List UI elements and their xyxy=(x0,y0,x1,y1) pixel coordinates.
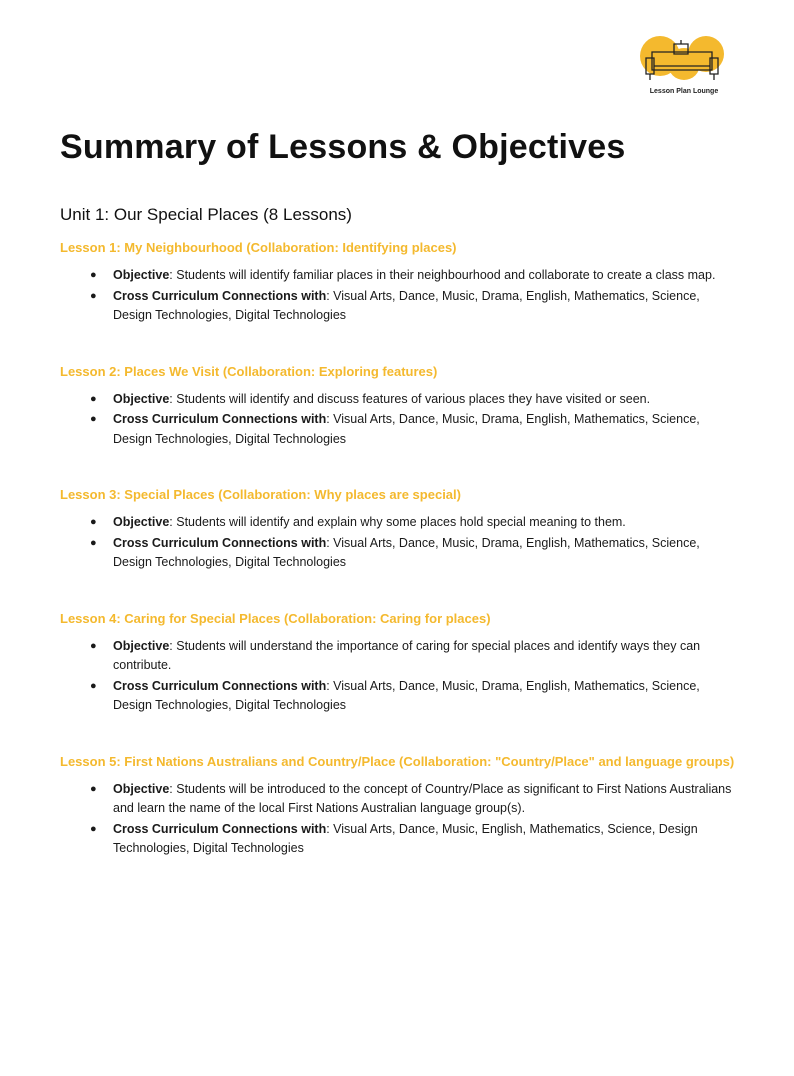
objective-text: : Students will be introduced to the concept of Country/Place as significant to First Nations Australians and learn the name of the local First Nations Australian language group(s). xyxy=(113,781,732,815)
objective-text: : Students will identify and discuss features of various places they have visited or seen. xyxy=(169,391,651,406)
ccc-text: : Visual Arts, Dance, Music, Drama, English, Mathematics, Science, Design Technologies, Digital Technologies xyxy=(113,535,700,569)
lesson-bullets xyxy=(60,513,740,573)
ccc-label: Cross Curriculum Connections with xyxy=(113,288,327,303)
ccc-item xyxy=(90,287,740,326)
lesson-title: Lesson 2: Places We Visit (Collaboration: Exploring features) xyxy=(60,363,438,379)
objective-label: Objective xyxy=(113,781,170,796)
bullet-icon: ● xyxy=(90,516,97,528)
ccc-label: Cross Curriculum Connections with xyxy=(113,535,327,550)
ccc-text: : Visual Arts, Dance, Music, Drama, English, Mathematics, Science, Design Technologies, Digital Technologies xyxy=(113,412,700,446)
bullet-icon: ● xyxy=(90,782,97,795)
ccc-item xyxy=(90,677,740,716)
bullet-icon: ● xyxy=(90,392,97,405)
lesson-title: Lesson 4: Caring for Special Places (Collaboration: Caring for places) xyxy=(60,610,491,626)
ccc-text: : Visual Arts, Dance, Music, Drama, English, Mathematics, Science, Design Technologies, Digital Technologies xyxy=(113,678,700,712)
objective-label: Objective xyxy=(113,268,170,282)
objective-item xyxy=(90,780,740,819)
ccc-text: : Visual Arts, Dance, Music, English, Mathematics, Science, Design Technologies, Digital Technologies xyxy=(113,821,698,855)
lesson-title: Lesson 3: Special Places (Collaboration: Why places are special) xyxy=(60,487,461,502)
bullet-icon: ● xyxy=(90,269,97,281)
objective-item xyxy=(90,637,740,676)
objective-text: : Students will identify and explain why some places hold special meaning to them. xyxy=(169,515,626,529)
objective-label: Objective xyxy=(113,638,170,653)
ccc-label: Cross Curriculum Connections with xyxy=(113,678,327,693)
objective-item xyxy=(90,266,740,286)
bullet-icon: ● xyxy=(90,289,97,302)
objective-text: : Students will identify familiar places in their neighbourhood and collaborate to create a class map. xyxy=(169,268,716,282)
ccc-item xyxy=(90,410,740,449)
bullet-icon: ● xyxy=(90,639,97,652)
lesson-bullets xyxy=(60,637,740,716)
objective-item xyxy=(90,513,740,533)
lesson-title: Lesson 1: My Neighbourhood (Collaboration: Identifying places) xyxy=(60,240,457,255)
ccc-label: Cross Curriculum Connections with xyxy=(113,821,327,836)
lesson-section xyxy=(60,238,740,326)
objective-text: : Students will understand the importance of caring for special places and identify ways they can contribute. xyxy=(113,638,701,672)
couch-logo-icon xyxy=(636,30,732,90)
bullet-icon: ● xyxy=(90,822,97,835)
bullet-icon: ● xyxy=(90,413,97,425)
page-title: Summary of Lessons & Objectives xyxy=(60,128,626,166)
lesson-section xyxy=(60,752,740,859)
lesson-bullets xyxy=(60,780,740,859)
ccc-label: Cross Curriculum Connections with xyxy=(113,412,327,426)
lesson-section xyxy=(60,362,740,450)
objective-item xyxy=(90,390,740,410)
document-body xyxy=(60,128,740,860)
unit-heading: Unit 1: Our Special Places (8 Lessons) xyxy=(60,205,352,224)
lesson-section xyxy=(60,485,740,573)
ccc-item xyxy=(90,534,740,573)
lesson-section xyxy=(60,609,740,716)
lesson-title: Lesson 5: First Nations Australians and Country/Place (Collaboration: "Country/Place" and language groups) xyxy=(60,753,735,769)
ccc-text: : Visual Arts, Dance, Music, Drama, English, Mathematics, Science, Design Technologies, Digital Technologies xyxy=(113,288,700,322)
objective-label: Objective xyxy=(113,391,170,406)
lesson-bullets xyxy=(60,266,740,326)
bullet-icon: ● xyxy=(90,679,97,692)
objective-label: Objective xyxy=(113,515,170,529)
lesson-bullets xyxy=(60,390,740,450)
ccc-item xyxy=(90,820,740,859)
bullet-icon: ● xyxy=(90,536,97,549)
brand-name: Lesson Plan Lounge xyxy=(649,88,719,95)
